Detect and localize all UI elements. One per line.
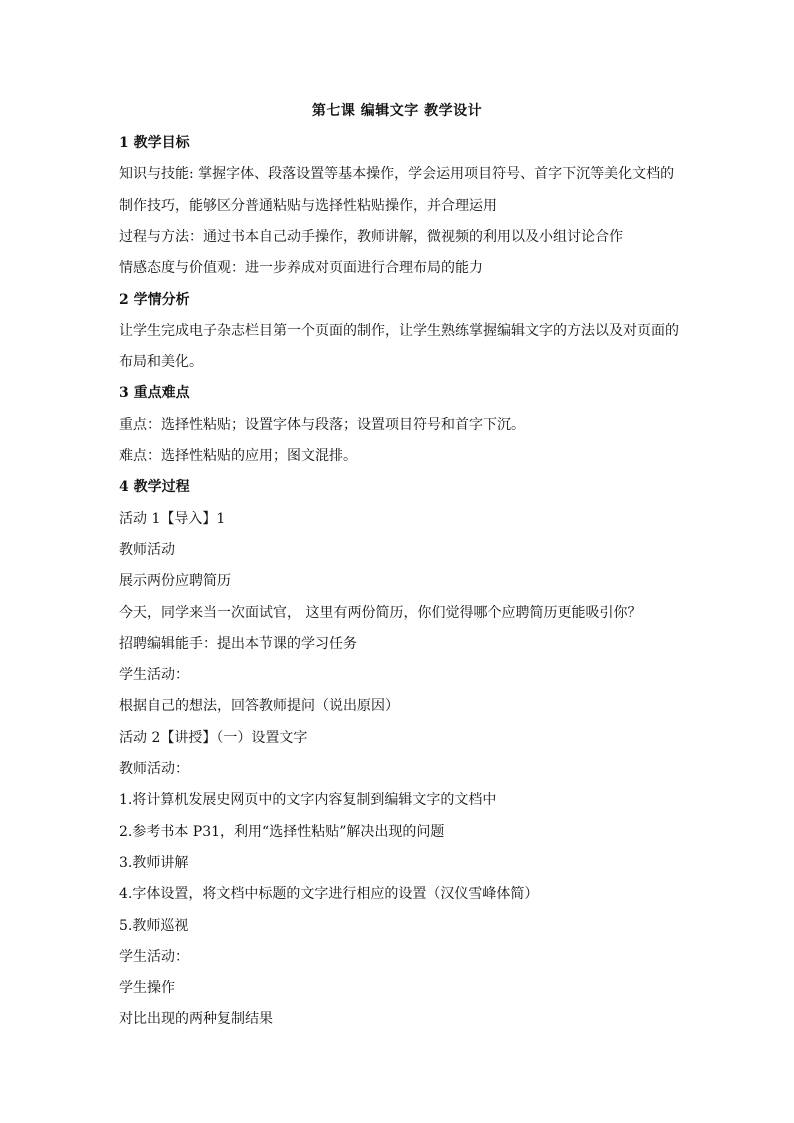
body-line: 学生活动：: [119, 667, 189, 683]
body-line: 重点：选择性粘贴；设置字体与段落；设置项目符号和首字下沉。: [119, 417, 525, 433]
body-line: 对比出现的两种复制结果: [119, 1011, 273, 1027]
body-line: 活动 1【导入】1: [119, 511, 226, 527]
section-heading: 1 教学目标: [119, 135, 190, 151]
body-line: 展示两份应聘简历: [119, 573, 231, 589]
body-line: 知识与技能: 掌握字体、段落设置等基本操作，学会运用项目符号、首字下沉等美化文档的: [119, 166, 675, 182]
body-line: 5.教师巡视: [119, 918, 189, 934]
body-line: 制作技巧，能够区分普通粘贴与选择性粘贴操作，并合理运用: [119, 198, 497, 214]
body-line: 让学生完成电子杂志栏目第一个页面的制作，让学生熟练掌握编辑文字的方法以及对页面的: [119, 323, 679, 339]
body-line: 4.字体设置，将文档中标题的文字进行相应的设置（汉仪雪峰体简）: [119, 886, 539, 902]
body-line: 招聘编辑能手：提出本节课的学习任务: [119, 636, 357, 652]
body-line: 过程与方法：通过书本自己动手操作，教师讲解，微视频的利用以及小组讨论合作: [119, 229, 623, 245]
body-line: 根据自己的想法，回答教师提问（说出原因）: [119, 698, 399, 714]
body-line: 教师活动: [119, 542, 175, 558]
body-line: 布局和美化。: [119, 354, 203, 370]
body-line: 今天，同学来当一次面试官， 这里有两份简历，你们觉得哪个应聘简历更能吸引你？: [119, 605, 642, 621]
body-line: 学生操作: [119, 980, 175, 996]
body-line: 难点：选择性粘贴的应用；图文混排。: [119, 448, 357, 464]
document-title: 第七课 编辑文字 教学设计: [311, 103, 483, 119]
body-line: 情感态度与价值观：进一步养成对页面进行合理布局的能力: [119, 260, 483, 276]
section-heading: 2 学情分析: [119, 292, 190, 308]
body-line: 活动 2【讲授】（一）设置文字: [119, 730, 308, 746]
body-line: 学生活动：: [119, 949, 189, 965]
section-heading: 3 重点难点: [119, 385, 190, 401]
body-line: 1.将计算机发展史网页中的文字内容复制到编辑文字的文档中: [119, 792, 497, 808]
section-heading: 4 教学过程: [119, 479, 190, 495]
body-line: 教师活动：: [119, 761, 189, 777]
body-line: 3.教师讲解: [119, 855, 189, 871]
body-line: 2.参考书本 P31，利用“选择性粘贴”解决出现的问题: [119, 824, 445, 840]
